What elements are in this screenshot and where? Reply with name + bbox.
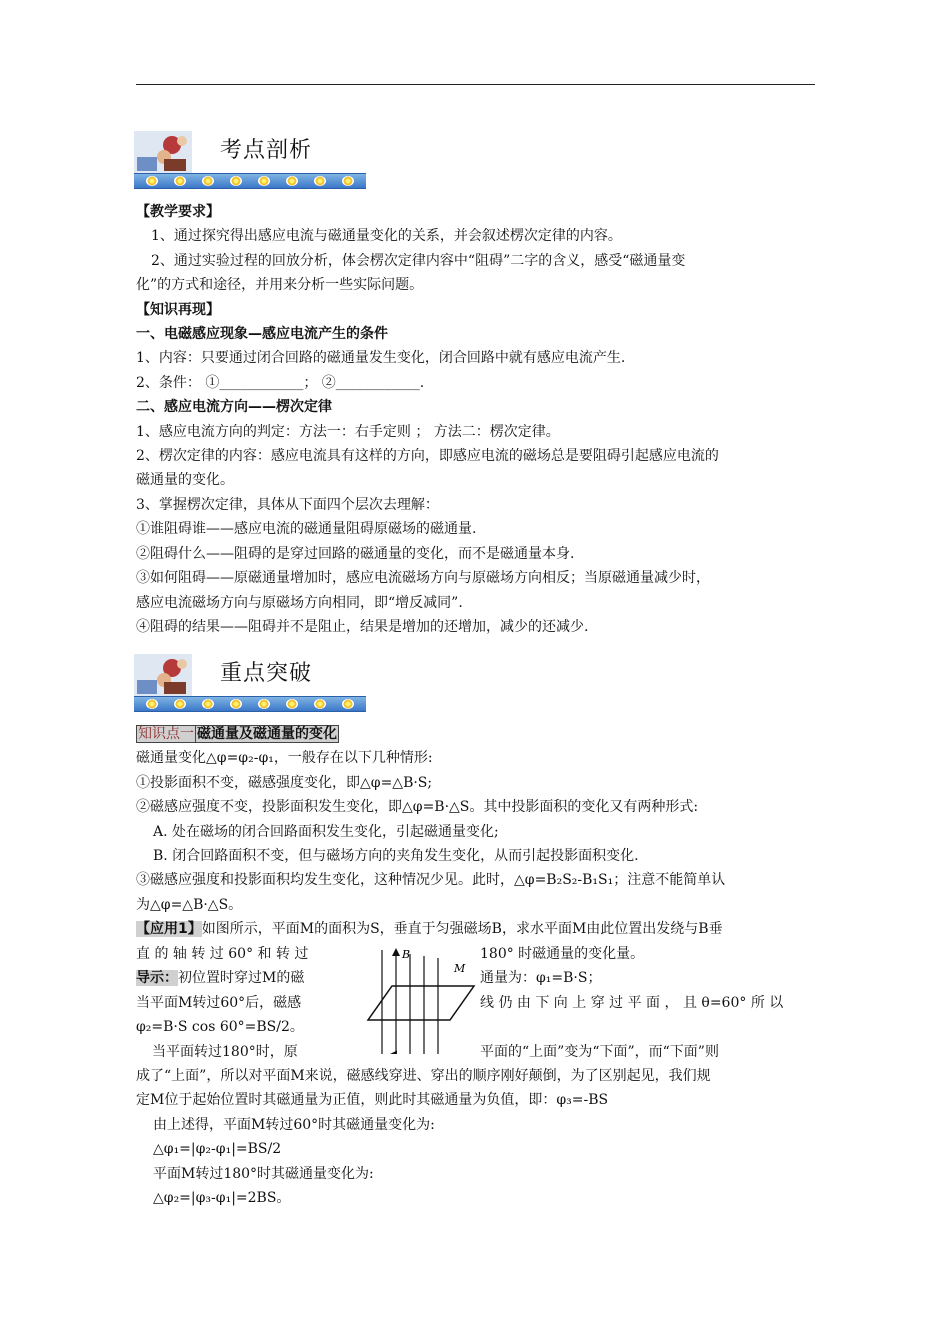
guide-line-1-right: 通量为：φ₁=B·S； [480,970,602,986]
flower-icon [286,176,298,186]
knowledge-point-heading [136,722,816,746]
label-b: B [402,948,411,961]
flower-icon [230,699,242,709]
flux-item: 磁通量变化△φ=φ₂-φ₁，一般存在以下几种情形: [136,750,433,767]
analysis-body [136,200,816,639]
flower-icon [258,699,270,709]
flower-icon [342,699,354,709]
flower-icon [286,699,298,709]
guide-tag: 导示： [136,970,178,986]
knowledge-item: ①谁阻碍谁——感应电流的磁通量阻碍原磁场的磁通量. [136,521,477,538]
guide-line: 由上述得，平面M转过60°时其磁通量变化为: [153,1116,435,1133]
guide-text: 初位置时穿过M的磁 [178,970,305,986]
guide-line-2-left: 当平面M转过60°后，磁感 [136,995,302,1011]
section-illustration-icon [134,654,192,698]
application-line [136,917,816,941]
knowledge-item: 2、条件： ①____________； ②____________. [136,374,425,391]
knowledge-item: 1、感应电流方向的判定：方法一：右手定则 ； 方法二：楞次定律。 [136,423,560,440]
header-rule [136,84,815,85]
flower-icon [146,176,158,186]
field-arrow-icon [392,948,400,956]
flower-icon [174,176,186,186]
guide-line-4-right: 平面的“上面”变为“下面”，而“下面”则 [480,1044,719,1060]
knowledge-item: 感应电流磁场方向与原磁场方向相同，即“增反减同”. [136,594,463,611]
flux-item: ②磁感应强度不变，投影面积发生变化，即△φ=B·△S。其中投影面积的变化又有两种形式: [136,799,699,816]
guide-line: △φ₂=|φ₃-φ₁|=2BS。 [153,1190,291,1207]
section-header-analysis [134,131,366,189]
knowledge-heading: 【知识再现】 [136,301,220,318]
application-line-2-right: 180° 时磁通量的变化量。 [480,946,645,962]
flux-item: A. 处在磁场的闭合回路面积发生变化，引起磁通量变化; [153,823,499,840]
application-line-2-left: 直 的 轴 转 过 60° 和 转 过 [136,946,309,962]
plane-m [368,986,474,1020]
requirement-2b: 化”的方式和途径，并用来分析一些实际问题。 [136,277,424,294]
guide-conclusion [136,1064,816,1210]
guide-line: △φ₁=|φ₂-φ₁|=BS/2 [153,1141,282,1158]
decorative-banner [134,696,366,712]
flux-item: ①投影面积不变，磁感强度变化，即△φ=△B·S; [136,774,433,791]
flower-icon [202,176,214,186]
application-text: 如图所示，平面M的面积为S，垂直于匀强磁场B，求水平面M由此位置出发绕与B垂 [201,921,723,938]
flux-item: ③磁感应强度和投影面积均发生变化，这种情况少见。此时，△φ=B₂S₂-B₁S₁；注意不能简单认 [136,872,726,889]
decorative-banner [134,173,366,189]
magnetic-field-plane-figure [362,944,482,1054]
application-tag: 【应用1】 [136,921,202,938]
guide-line-3: φ₂=B·S cos 60°=BS/2。 [136,1019,304,1035]
section-title: 考点剖析 [220,138,313,163]
knowledge-item: 磁通量的变化。 [136,472,234,489]
requirement-2a: 2、通过实验过程的回放分析，体会楞次定律内容中“阻碍”二字的含义，感受“磁通量变 [151,252,686,269]
knowledge-item: 2、楞次定律的内容：感应电流具有这样的方向，即感应电流的磁场总是要阻碍引起感应电流的 [136,448,719,465]
flower-icon [314,176,326,186]
knowledge-item: 1、内容：只要通过闭合回路的磁通量发生变化，闭合回路中就有感应电流产生. [136,350,626,367]
heading-induction: 一、电磁感应现象—感应电流产生的条件 [136,326,388,343]
guide-line-4-left: 当平面转过180°时，原 [152,1044,298,1060]
guide-line: 平面M转过180°时其磁通量变化为: [153,1165,374,1182]
flower-icon [202,699,214,709]
flower-icon [146,699,158,709]
guide-line: 定M位于起始位置时其磁通量为正值，则此时其磁通量为负值，即：φ₃=-BS [136,1092,609,1109]
section-header-breakthrough [134,654,366,712]
guide-line: 成了“上面”，所以对平面M来说，磁感线穿进、穿出的顺序刚好颠倒，为了区别起见，我们规 [136,1068,711,1084]
section-title: 重点突破 [220,661,313,686]
guide-line-2-right: 线 仍 由 下 向 上 穿 过 平 面 ， 且 θ=60° 所 以 [480,995,784,1011]
knowledge-point-tag: 知识点一 [138,726,194,742]
breakthrough-body [136,722,816,942]
section-illustration-icon [134,131,192,175]
knowledge-item: ③如何阻碍——原磁通量增加时，感应电流磁场方向与原磁场方向相反；当原磁通量减少时， [136,570,710,587]
label-m: M [454,962,466,975]
knowledge-item: 3、掌握楞次定律，具体从下面四个层次去理解： [136,496,439,513]
flower-icon [230,176,242,186]
requirements-heading: 【教学要求】 [136,204,220,220]
flower-icon [258,176,270,186]
heading-lenz: 二、感应电流方向——楞次定律 [136,399,332,416]
guide-line-1-left [136,966,304,990]
flux-item: B. 闭合回路面积不变，但与磁场方向的夹角发生变化，从而引起投影面积变化. [153,848,639,865]
flower-icon [174,699,186,709]
knowledge-item: ④阻碍的结果——阻碍并不是阻止，结果是增加的还增加，减少的还减少. [136,618,589,635]
knowledge-item: ②阻碍什么——阻碍的是穿过回路的磁通量的变化，而不是磁通量本身. [136,545,575,562]
flower-icon [314,699,326,709]
knowledge-point-title: 磁通量及磁通量的变化 [197,726,337,742]
requirement-1: 1、通过探究得出感应电流与磁通量变化的关系，并会叙述楞次定律的内容。 [151,228,622,245]
flux-item: 为△φ=△B·△S。 [136,896,243,913]
flower-icon [342,176,354,186]
